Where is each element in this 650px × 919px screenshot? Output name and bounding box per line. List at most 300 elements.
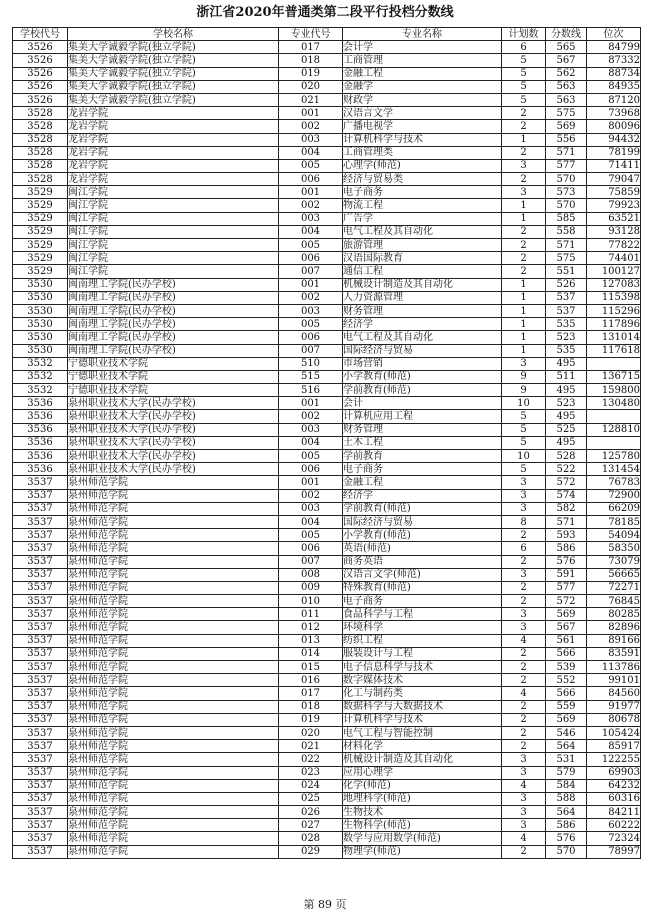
school-code-cell: 3537 bbox=[13, 753, 68, 766]
major-name-cell: 经济与贸易类 bbox=[343, 173, 502, 186]
school-code-cell: 3529 bbox=[13, 212, 68, 225]
school-code-cell: 3537 bbox=[13, 687, 68, 700]
school-name-cell: 泉州师范学院 bbox=[68, 595, 279, 608]
school-name-cell: 泉州师范学院 bbox=[68, 568, 279, 581]
rank-cell: 115296 bbox=[587, 304, 641, 317]
school-code-cell: 3537 bbox=[13, 515, 68, 528]
rank-cell bbox=[587, 357, 641, 370]
school-name-cell: 泉州职业技术大学(民办学校) bbox=[68, 436, 279, 449]
major-code-cell: 004 bbox=[279, 515, 343, 528]
major-name-cell: 纺织工程 bbox=[343, 634, 502, 647]
plan-cell: 2 bbox=[502, 529, 546, 542]
table-row bbox=[13, 740, 641, 753]
school-name-cell: 闽江学院 bbox=[68, 225, 279, 238]
score-cell: 526 bbox=[546, 278, 587, 291]
rank-cell: 75859 bbox=[587, 186, 641, 199]
plan-cell: 3 bbox=[502, 502, 546, 515]
major-name-cell: 地理科学(师范) bbox=[343, 792, 502, 805]
school-name-cell: 宁德职业技术学院 bbox=[68, 357, 279, 370]
plan-cell: 3 bbox=[502, 608, 546, 621]
school-name-cell: 闽江学院 bbox=[68, 239, 279, 252]
major-name-cell: 化工与制药类 bbox=[343, 687, 502, 700]
major-code-cell: 008 bbox=[279, 568, 343, 581]
school-code-cell: 3536 bbox=[13, 410, 68, 423]
rank-cell: 79047 bbox=[587, 173, 641, 186]
major-name-cell: 经济学 bbox=[343, 489, 502, 502]
major-code-cell: 007 bbox=[279, 265, 343, 278]
major-name-cell: 金融工程 bbox=[343, 476, 502, 489]
plan-cell: 3 bbox=[502, 792, 546, 805]
rank-cell: 84211 bbox=[587, 806, 641, 819]
school-code-cell: 3529 bbox=[13, 225, 68, 238]
plan-cell: 2 bbox=[502, 700, 546, 713]
rank-cell: 113786 bbox=[587, 661, 641, 674]
school-name-cell: 泉州师范学院 bbox=[68, 647, 279, 660]
school-name-cell: 泉州职业技术大学(民办学校) bbox=[68, 450, 279, 463]
major-name-cell: 英语(师范) bbox=[343, 542, 502, 555]
major-code-cell: 005 bbox=[279, 450, 343, 463]
rank-cell: 72900 bbox=[587, 489, 641, 502]
score-cell: 573 bbox=[546, 186, 587, 199]
major-code-cell: 001 bbox=[279, 186, 343, 199]
plan-cell: 8 bbox=[502, 515, 546, 528]
page-title: 浙江省2020年普通类第二段平行投档分数线 bbox=[196, 5, 454, 20]
rank-cell: 115398 bbox=[587, 291, 641, 304]
plan-cell: 2 bbox=[502, 173, 546, 186]
table-row bbox=[13, 634, 641, 647]
major-name-cell: 汉语国际教育 bbox=[343, 252, 502, 265]
school-code-cell: 3537 bbox=[13, 779, 68, 792]
school-name-cell: 泉州师范学院 bbox=[68, 700, 279, 713]
school-name-cell: 泉州师范学院 bbox=[68, 832, 279, 845]
major-name-cell: 国际经济与贸易 bbox=[343, 344, 502, 357]
table-row bbox=[13, 93, 641, 106]
major-name-cell: 会计 bbox=[343, 397, 502, 410]
major-name-cell: 物理学(师范) bbox=[343, 845, 502, 858]
major-name-cell: 食品科学与工程 bbox=[343, 608, 502, 621]
major-code-cell: 020 bbox=[279, 80, 343, 93]
major-code-cell: 007 bbox=[279, 344, 343, 357]
major-name-cell: 电气工程及其自动化 bbox=[343, 331, 502, 344]
school-name-cell: 闽江学院 bbox=[68, 186, 279, 199]
table-row bbox=[13, 41, 641, 54]
score-cell: 569 bbox=[546, 608, 587, 621]
plan-cell: 1 bbox=[502, 133, 546, 146]
school-code-cell: 3530 bbox=[13, 331, 68, 344]
table-row bbox=[13, 792, 641, 805]
major-code-cell: 004 bbox=[279, 146, 343, 159]
rank-cell: 60316 bbox=[587, 792, 641, 805]
rank-cell: 73079 bbox=[587, 555, 641, 568]
rank-cell bbox=[587, 410, 641, 423]
school-code-cell: 3529 bbox=[13, 252, 68, 265]
major-code-cell: 003 bbox=[279, 423, 343, 436]
school-code-cell: 3529 bbox=[13, 186, 68, 199]
score-cell: 531 bbox=[546, 753, 587, 766]
rank-cell: 76783 bbox=[587, 476, 641, 489]
major-name-cell: 小学教育(师范) bbox=[343, 370, 502, 383]
table-row bbox=[13, 186, 641, 199]
major-code-cell: 018 bbox=[279, 54, 343, 67]
plan-cell: 1 bbox=[502, 331, 546, 344]
score-cell: 577 bbox=[546, 581, 587, 594]
plan-cell: 2 bbox=[502, 146, 546, 159]
plan-cell: 9 bbox=[502, 370, 546, 383]
rank-cell: 58350 bbox=[587, 542, 641, 555]
school-name-cell: 泉州师范学院 bbox=[68, 779, 279, 792]
score-cell: 586 bbox=[546, 542, 587, 555]
rank-cell: 78199 bbox=[587, 146, 641, 159]
school-name-cell: 泉州职业技术大学(民办学校) bbox=[68, 463, 279, 476]
table-row bbox=[13, 120, 641, 133]
major-code-cell: 006 bbox=[279, 542, 343, 555]
plan-cell: 2 bbox=[502, 726, 546, 739]
school-name-cell: 泉州职业技术大学(民办学校) bbox=[68, 423, 279, 436]
school-code-cell: 3528 bbox=[13, 173, 68, 186]
school-name-cell: 宁德职业技术学院 bbox=[68, 370, 279, 383]
major-code-cell: 001 bbox=[279, 476, 343, 489]
score-cell: 561 bbox=[546, 634, 587, 647]
table-row bbox=[13, 674, 641, 687]
major-code-cell: 009 bbox=[279, 581, 343, 594]
school-name-cell: 泉州师范学院 bbox=[68, 581, 279, 594]
score-cell: 576 bbox=[546, 832, 587, 845]
major-code-cell: 006 bbox=[279, 463, 343, 476]
plan-cell: 5 bbox=[502, 93, 546, 106]
school-name-cell: 泉州师范学院 bbox=[68, 661, 279, 674]
table-row bbox=[13, 107, 641, 120]
score-cell: 563 bbox=[546, 80, 587, 93]
major-code-cell: 003 bbox=[279, 212, 343, 225]
school-name-cell: 泉州师范学院 bbox=[68, 674, 279, 687]
major-name-cell: 计算机科学与技术 bbox=[343, 133, 502, 146]
rank-cell: 100127 bbox=[587, 265, 641, 278]
score-cell: 563 bbox=[546, 93, 587, 106]
school-name-cell: 泉州师范学院 bbox=[68, 634, 279, 647]
table-row bbox=[13, 568, 641, 581]
school-name-cell: 闽江学院 bbox=[68, 199, 279, 212]
school-name-cell: 泉州师范学院 bbox=[68, 476, 279, 489]
header-major-code: 专业代号 bbox=[279, 28, 343, 41]
plan-cell: 4 bbox=[502, 634, 546, 647]
major-code-cell: 004 bbox=[279, 436, 343, 449]
plan-cell: 2 bbox=[502, 661, 546, 674]
school-name-cell: 龙岩学院 bbox=[68, 159, 279, 172]
score-cell: 495 bbox=[546, 410, 587, 423]
score-cell: 511 bbox=[546, 370, 587, 383]
plan-cell: 2 bbox=[502, 595, 546, 608]
major-name-cell: 商务英语 bbox=[343, 555, 502, 568]
major-name-cell: 汉语言文学(师范) bbox=[343, 568, 502, 581]
school-name-cell: 闽江学院 bbox=[68, 265, 279, 278]
header-score: 分数线 bbox=[546, 28, 587, 41]
school-code-cell: 3536 bbox=[13, 397, 68, 410]
major-name-cell: 环境科学 bbox=[343, 621, 502, 634]
table-row bbox=[13, 199, 641, 212]
school-code-cell: 3526 bbox=[13, 54, 68, 67]
major-name-cell: 工商管理 bbox=[343, 54, 502, 67]
school-name-cell: 龙岩学院 bbox=[68, 107, 279, 120]
major-name-cell: 市场营销 bbox=[343, 357, 502, 370]
rank-cell: 69903 bbox=[587, 766, 641, 779]
plan-cell: 1 bbox=[502, 318, 546, 331]
major-code-cell: 004 bbox=[279, 225, 343, 238]
major-name-cell: 工商管理类 bbox=[343, 146, 502, 159]
score-cell: 537 bbox=[546, 304, 587, 317]
rank-cell: 94432 bbox=[587, 133, 641, 146]
school-code-cell: 3537 bbox=[13, 568, 68, 581]
school-code-cell: 3537 bbox=[13, 542, 68, 555]
plan-cell: 3 bbox=[502, 489, 546, 502]
table-row bbox=[13, 555, 641, 568]
rank-cell: 60222 bbox=[587, 819, 641, 832]
school-code-cell: 3537 bbox=[13, 621, 68, 634]
major-code-cell: 027 bbox=[279, 819, 343, 832]
plan-cell: 1 bbox=[502, 212, 546, 225]
header-school-code: 学校代号 bbox=[13, 28, 68, 41]
major-name-cell: 应用心理学 bbox=[343, 766, 502, 779]
major-code-cell: 010 bbox=[279, 595, 343, 608]
school-code-cell: 3537 bbox=[13, 832, 68, 845]
table-row bbox=[13, 225, 641, 238]
school-code-cell: 3537 bbox=[13, 845, 68, 858]
rank-cell: 83591 bbox=[587, 647, 641, 660]
score-cell: 566 bbox=[546, 687, 587, 700]
plan-cell: 2 bbox=[502, 740, 546, 753]
school-name-cell: 泉州师范学院 bbox=[68, 621, 279, 634]
school-name-cell: 泉州师范学院 bbox=[68, 529, 279, 542]
major-name-cell: 计算机应用工程 bbox=[343, 410, 502, 423]
school-code-cell: 3537 bbox=[13, 726, 68, 739]
school-name-cell: 集美大学诚毅学院(独立学院) bbox=[68, 54, 279, 67]
school-name-cell: 龙岩学院 bbox=[68, 120, 279, 133]
rank-cell: 63521 bbox=[587, 212, 641, 225]
major-name-cell: 生物技术 bbox=[343, 806, 502, 819]
major-name-cell: 财政学 bbox=[343, 93, 502, 106]
major-name-cell: 人力资源管理 bbox=[343, 291, 502, 304]
school-code-cell: 3528 bbox=[13, 107, 68, 120]
school-name-cell: 闽南理工学院(民办学校) bbox=[68, 331, 279, 344]
major-name-cell: 电子商务 bbox=[343, 186, 502, 199]
plan-cell: 5 bbox=[502, 436, 546, 449]
score-cell: 569 bbox=[546, 120, 587, 133]
school-code-cell: 3537 bbox=[13, 476, 68, 489]
plan-cell: 5 bbox=[502, 54, 546, 67]
school-name-cell: 闽江学院 bbox=[68, 212, 279, 225]
school-code-cell: 3536 bbox=[13, 436, 68, 449]
table-row bbox=[13, 159, 641, 172]
table-row bbox=[13, 713, 641, 726]
score-cell: 537 bbox=[546, 291, 587, 304]
plan-cell: 2 bbox=[502, 674, 546, 687]
school-name-cell: 泉州师范学院 bbox=[68, 753, 279, 766]
major-name-cell: 经济学 bbox=[343, 318, 502, 331]
school-code-cell: 3526 bbox=[13, 93, 68, 106]
major-name-cell: 财务管理 bbox=[343, 423, 502, 436]
major-code-cell: 515 bbox=[279, 370, 343, 383]
major-name-cell: 电子商务 bbox=[343, 595, 502, 608]
table-row bbox=[13, 819, 641, 832]
major-code-cell: 003 bbox=[279, 133, 343, 146]
major-code-cell: 019 bbox=[279, 713, 343, 726]
major-name-cell: 材料化学 bbox=[343, 740, 502, 753]
table-row bbox=[13, 608, 641, 621]
rank-cell: 80096 bbox=[587, 120, 641, 133]
major-code-cell: 016 bbox=[279, 674, 343, 687]
table-row bbox=[13, 647, 641, 660]
school-code-cell: 3536 bbox=[13, 450, 68, 463]
major-code-cell: 005 bbox=[279, 529, 343, 542]
score-cell: 571 bbox=[546, 239, 587, 252]
school-code-cell: 3537 bbox=[13, 766, 68, 779]
school-code-cell: 3537 bbox=[13, 674, 68, 687]
score-cell: 565 bbox=[546, 41, 587, 54]
major-name-cell: 服装设计与工程 bbox=[343, 647, 502, 660]
rank-cell: 72271 bbox=[587, 581, 641, 594]
school-code-cell: 3530 bbox=[13, 344, 68, 357]
header-school-name: 学校名称 bbox=[68, 28, 279, 41]
plan-cell: 3 bbox=[502, 621, 546, 634]
rank-cell: 117618 bbox=[587, 344, 641, 357]
score-cell: 575 bbox=[546, 252, 587, 265]
score-cell: 564 bbox=[546, 740, 587, 753]
page-number: 第 89 页 bbox=[303, 898, 347, 911]
major-name-cell: 会计学 bbox=[343, 41, 502, 54]
rank-cell bbox=[587, 436, 641, 449]
school-code-cell: 3536 bbox=[13, 463, 68, 476]
school-code-cell: 3526 bbox=[13, 80, 68, 93]
school-name-cell: 泉州师范学院 bbox=[68, 819, 279, 832]
school-code-cell: 3530 bbox=[13, 304, 68, 317]
school-name-cell: 泉州师范学院 bbox=[68, 608, 279, 621]
table-row bbox=[13, 766, 641, 779]
header-plan: 计划数 bbox=[502, 28, 546, 41]
rank-cell: 71411 bbox=[587, 159, 641, 172]
rank-cell: 74401 bbox=[587, 252, 641, 265]
major-code-cell: 007 bbox=[279, 555, 343, 568]
school-name-cell: 集美大学诚毅学院(独立学院) bbox=[68, 93, 279, 106]
major-name-cell: 电气工程及其自动化 bbox=[343, 225, 502, 238]
score-cell: 564 bbox=[546, 806, 587, 819]
table-row bbox=[13, 212, 641, 225]
major-name-cell: 小学教育(师范) bbox=[343, 529, 502, 542]
school-name-cell: 泉州师范学院 bbox=[68, 542, 279, 555]
rank-cell: 131454 bbox=[587, 463, 641, 476]
school-name-cell: 集美大学诚毅学院(独立学院) bbox=[68, 67, 279, 80]
school-code-cell: 3537 bbox=[13, 608, 68, 621]
major-code-cell: 002 bbox=[279, 199, 343, 212]
table-row bbox=[13, 450, 641, 463]
table-row bbox=[13, 515, 641, 528]
score-cell: 559 bbox=[546, 700, 587, 713]
school-code-cell: 3532 bbox=[13, 384, 68, 397]
school-code-cell: 3537 bbox=[13, 700, 68, 713]
plan-cell: 5 bbox=[502, 410, 546, 423]
major-name-cell: 金融工程 bbox=[343, 67, 502, 80]
major-name-cell: 金融学 bbox=[343, 80, 502, 93]
major-name-cell: 数学与应用数学(师范) bbox=[343, 832, 502, 845]
school-code-cell: 3537 bbox=[13, 713, 68, 726]
plan-cell: 2 bbox=[502, 713, 546, 726]
table-row bbox=[13, 146, 641, 159]
table-row bbox=[13, 845, 641, 858]
plan-cell: 2 bbox=[502, 265, 546, 278]
plan-cell: 1 bbox=[502, 199, 546, 212]
school-name-cell: 集美大学诚毅学院(独立学院) bbox=[68, 41, 279, 54]
table-row bbox=[13, 489, 641, 502]
school-code-cell: 3526 bbox=[13, 41, 68, 54]
table-row bbox=[13, 410, 641, 423]
school-name-cell: 泉州师范学院 bbox=[68, 489, 279, 502]
table-row bbox=[13, 502, 641, 515]
major-code-cell: 015 bbox=[279, 661, 343, 674]
school-name-cell: 闽南理工学院(民办学校) bbox=[68, 278, 279, 291]
plan-cell: 3 bbox=[502, 806, 546, 819]
rank-cell: 130480 bbox=[587, 397, 641, 410]
score-cell: 591 bbox=[546, 568, 587, 581]
plan-cell: 3 bbox=[502, 766, 546, 779]
plan-cell: 5 bbox=[502, 80, 546, 93]
major-code-cell: 017 bbox=[279, 687, 343, 700]
school-code-cell: 3537 bbox=[13, 647, 68, 660]
major-name-cell: 特殊教育(师范) bbox=[343, 581, 502, 594]
plan-cell: 4 bbox=[502, 779, 546, 792]
school-name-cell: 龙岩学院 bbox=[68, 133, 279, 146]
table-row bbox=[13, 753, 641, 766]
plan-cell: 3 bbox=[502, 753, 546, 766]
rank-cell: 99101 bbox=[587, 674, 641, 687]
score-cell: 579 bbox=[546, 766, 587, 779]
major-code-cell: 028 bbox=[279, 832, 343, 845]
score-cell: 522 bbox=[546, 463, 587, 476]
major-code-cell: 014 bbox=[279, 647, 343, 660]
school-code-cell: 3537 bbox=[13, 595, 68, 608]
score-cell: 562 bbox=[546, 67, 587, 80]
major-name-cell: 计算机科学与技术 bbox=[343, 713, 502, 726]
score-cell: 574 bbox=[546, 489, 587, 502]
plan-cell: 5 bbox=[502, 67, 546, 80]
major-code-cell: 011 bbox=[279, 608, 343, 621]
major-name-cell: 土木工程 bbox=[343, 436, 502, 449]
score-cell: 582 bbox=[546, 502, 587, 515]
plan-cell: 5 bbox=[502, 423, 546, 436]
major-code-cell: 023 bbox=[279, 766, 343, 779]
plan-cell: 3 bbox=[502, 819, 546, 832]
rank-cell: 78185 bbox=[587, 515, 641, 528]
score-cell: 556 bbox=[546, 133, 587, 146]
plan-cell: 3 bbox=[502, 186, 546, 199]
major-code-cell: 001 bbox=[279, 397, 343, 410]
plan-cell: 2 bbox=[502, 845, 546, 858]
score-cell: 495 bbox=[546, 357, 587, 370]
table-row bbox=[13, 726, 641, 739]
school-name-cell: 泉州师范学院 bbox=[68, 740, 279, 753]
rank-cell: 84799 bbox=[587, 41, 641, 54]
score-cell: 528 bbox=[546, 450, 587, 463]
rank-cell: 85917 bbox=[587, 740, 641, 753]
school-name-cell: 泉州师范学院 bbox=[68, 713, 279, 726]
score-cell: 535 bbox=[546, 318, 587, 331]
major-name-cell: 学前教育(师范) bbox=[343, 502, 502, 515]
score-cell: 575 bbox=[546, 107, 587, 120]
rank-cell: 105424 bbox=[587, 726, 641, 739]
rank-cell: 89166 bbox=[587, 634, 641, 647]
table-row bbox=[13, 331, 641, 344]
score-cell: 572 bbox=[546, 595, 587, 608]
major-code-cell: 017 bbox=[279, 41, 343, 54]
major-code-cell: 001 bbox=[279, 107, 343, 120]
rank-cell: 87332 bbox=[587, 54, 641, 67]
